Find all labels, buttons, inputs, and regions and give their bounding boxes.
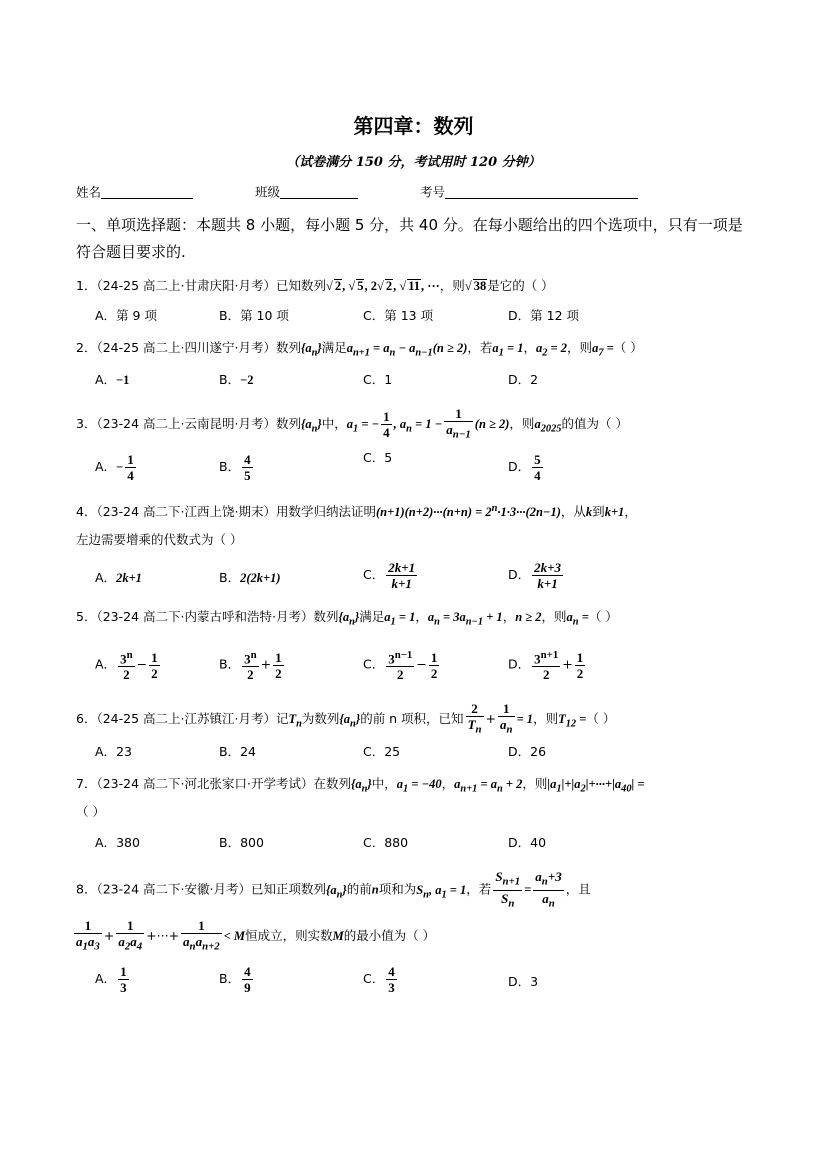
id-blank[interactable] — [445, 186, 638, 199]
option-c[interactable]: C．1 — [363, 372, 393, 387]
option-a[interactable]: A． $\frac{1}{3}$ — [95, 964, 127, 995]
option-d[interactable]: D．第 12 项 — [508, 308, 579, 323]
name-label: 姓名 — [76, 184, 102, 200]
option-d[interactable]: D．40 — [508, 835, 547, 850]
option-d[interactable]: D． $\frac{5}{4}$ — [508, 452, 541, 483]
student-info-row — [76, 186, 638, 199]
page-title: 第四章：数列 — [353, 114, 474, 138]
option-b[interactable]: B．24 — [219, 744, 256, 759]
question-6: 6．（24-25 高二上·江苏镇江·月考）记$T_n$为数列$\{a_n\}$的前 n 项积，已知 $\frac{2}{T_n}$ + $\frac{1}{a_n}$ = 1，则$T_{12}$ =（ ） — [76, 701, 616, 736]
class-label: 班级 — [254, 184, 280, 200]
question-5: 5．（23-24 高二下·内蒙古呼和浩特·月考）数列$\{a_n\}$满足$a_1 = 1$，$a_n = 3a_{n-1} + 1$，n ≥ 2，则$a_n$ =（ ） — [76, 609, 618, 628]
question-number: 1． — [76, 278, 97, 293]
option-b[interactable]: B．2(2k+1) — [219, 570, 281, 585]
question-source: （24-25 高二上·甘肃庆阳·月考） — [96, 278, 276, 293]
id-label: 考号 — [419, 184, 445, 200]
option-a[interactable]: A．−1 — [95, 372, 130, 387]
exam-info: （试卷满分 150 分，考试用时 120 分钟） — [286, 155, 541, 170]
option-c[interactable]: C． $\frac{4}{3}$ — [363, 964, 395, 995]
option-c[interactable]: C．25 — [363, 744, 401, 759]
question-8-continued: $\frac{1}{a_1a_3}$ + $\frac{1}{a_2a_4}$ +···+ 1 $a_na_{n+2}$ < M恒成立，则实数M的最小值为（ ） — [76, 918, 436, 953]
option-b[interactable]: B．−2 — [219, 372, 254, 387]
option-d[interactable]: D．2 — [508, 372, 539, 387]
option-a[interactable]: A．第 9 项 — [95, 308, 157, 323]
option-d[interactable]: D．26 — [508, 744, 547, 759]
option-c[interactable]: C．5 — [363, 450, 393, 465]
option-c[interactable]: C． $\frac{2k+1}{k+1}$ — [363, 560, 416, 591]
question-7-continued: （ ） — [76, 804, 105, 819]
option-b[interactable]: B．800 — [219, 835, 264, 850]
option-a[interactable]: A．2k+1 — [95, 570, 142, 585]
question-4-continued: 左边需要增乘的代数式为（ ） — [76, 532, 243, 547]
option-c[interactable]: C．第 13 项 — [363, 308, 434, 323]
option-c[interactable]: C．880 — [363, 835, 409, 850]
option-d[interactable]: D．3 — [508, 974, 539, 989]
class-blank[interactable] — [280, 186, 358, 199]
option-c[interactable]: C． $\frac{3^{n-1}}{2}$ − $\frac{1}{2}$ — [363, 649, 438, 683]
question-text: 是它的（ ） — [487, 278, 554, 293]
name-blank[interactable] — [101, 186, 193, 199]
question-source: （24-25 高二上·四川遂宁·月考） — [96, 340, 276, 355]
option-d[interactable]: D． $\frac{2k+3}{k+1}$ — [508, 560, 562, 591]
question-2: 2．（24-25 高二上·四川遂宁·月考）数列$\{a_n\}$满足$a_{n+1} = a_n - a_{n-1}(n \ge 2)$，若$a_1 = 1$，$a_2 = 2$，则$a_7$ =（ ） — [76, 340, 643, 359]
question-3: 3．（23-24 高二上·云南昆明·月考）数列$\{a_n\}$中，$a_1$ = − $\frac{1}{4}$ , $a_n = 1$ − $\frac{1}{a_{n-1}}$ (n ≥ 2)，则$a_{2025}$的值为（ ） — [76, 406, 628, 441]
option-b[interactable]: B． $\frac{3^n}{2}$ + $\frac{1}{2}$ — [219, 649, 282, 683]
option-a[interactable]: A．− $\frac{1}{4}$ — [95, 452, 134, 483]
question-number: 2． — [76, 340, 97, 355]
question-text: ，则 — [439, 278, 465, 293]
option-b[interactable]: B． $\frac{4}{9}$ — [219, 964, 251, 995]
question-4: 4．（23-24 高二下·江西上饶·期末）用数学归纳法证明$(n+1)(n+2)\cdot\cdot\cdot(n+n) = 2^n\cdot 1\cdot 3\cdot\cdot\cdot(2n-1)$，从k到k+1， — [76, 503, 637, 520]
question-7: 7．（23-24 高二下·河北张家口·开学考试）在数列$\{a_n\}$中，$a_1 = -40$，$a_{n+1} = a_n + 2$，则$|a_1|+|a_2|+\cdot\cdot\cdot+|a_{40}|$ = — [76, 776, 645, 795]
option-a[interactable]: A．380 — [95, 835, 140, 850]
option-b[interactable]: B．第 10 项 — [219, 308, 289, 323]
option-d[interactable]: D． $\frac{3^{n+1}}{2}$ + $\frac{1}{2}$ — [508, 649, 584, 683]
question-text: 已知数列 — [275, 278, 326, 293]
question-1: 1．（24-25 高二上·甘肃庆阳·月考）已知数列√ 2, √ 5, 2√ 2, √ 11, ···，则√ 38是它的（ ） — [76, 278, 554, 293]
section-heading: 一、单项选择题：本题共 8 小题，每小题 5 分，共 40 分。在每小题给出的四个选项中，只有一项是符合题目要求的. — [76, 216, 743, 261]
option-a[interactable]: A． $\frac{3^n}{2}$ − $\frac{1}{2}$ — [95, 649, 158, 683]
option-b[interactable]: B． $\frac{4}{5}$ — [219, 452, 251, 483]
question-8: 8．（23-24 高二下·安徽·月考）已知正项数列$\{a_n\}$的前n项和为$S_n$, $a_1 = 1$，若 $\frac{S_{n+1}}{S_n}$ = $\frac{a_n+3}{a_n}$ ，且 — [76, 869, 591, 910]
option-a[interactable]: A．23 — [95, 744, 132, 759]
